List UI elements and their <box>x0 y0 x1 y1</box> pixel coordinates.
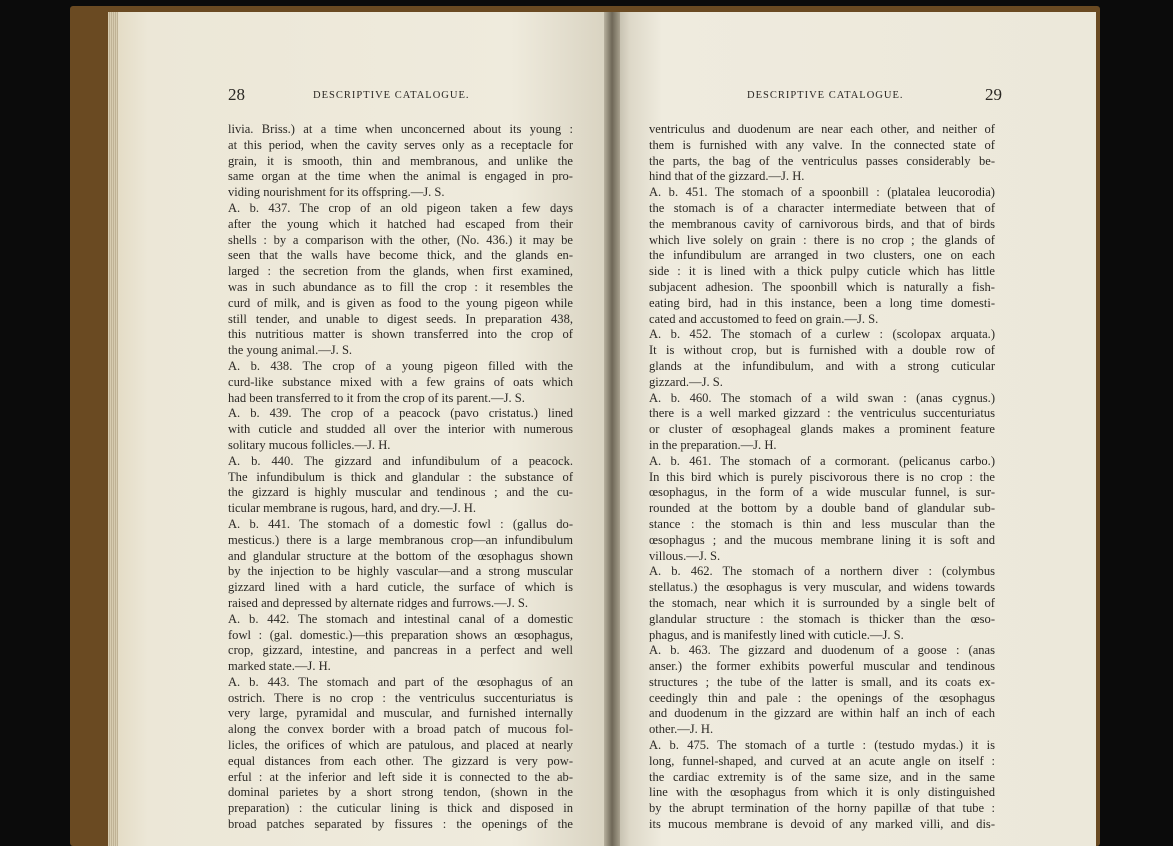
text-line: the membranous cavity of carnivorous birds, and that of birds <box>649 216 995 231</box>
text-line: A. b. 437. The crop of an old pigeon taken a few days <box>228 200 573 215</box>
text-line: there is a well marked gizzard : the ventriculus succenturiatus <box>649 406 995 421</box>
text-line: In this bird which is purely piscivorous there is no crop : the <box>649 469 995 484</box>
text-line: preparation) : the cuticular lining is thick and disposed in <box>228 801 573 816</box>
text-line: A. b. 475. The stomach of a turtle : (testudo mydas.) it is <box>649 738 995 753</box>
text-line: was in such abundance as to fill the crop : it resembles the <box>228 279 573 294</box>
text-line: the gizzard is highly muscular and tendinous ; and the cu- <box>228 485 573 500</box>
text-line: this nutritious matter is shown transferred into the crop of <box>228 327 573 342</box>
text-line: equal distances from each other. The gizzard is very pow- <box>228 753 573 768</box>
text-line: at this period, when the cavity serves only as a receptacle for <box>228 137 573 152</box>
text-line: A. b. 462. The stomach of a northern diver : (colymbus <box>649 564 995 579</box>
text-line: larged : the secretion from the glands, when first examined, <box>228 264 573 279</box>
text-line: the parts, the bag of the ventriculus passes considerably be- <box>649 153 995 168</box>
text-line: subjacent adhesion. The spoonbill which is naturally a fish- <box>649 279 995 294</box>
text-line: still tender, and unable to digest seeds. In preparation 438, <box>228 311 573 326</box>
text-line: its mucous membrane is devoid of any marked villi, and dis- <box>649 817 995 832</box>
text-line: marked state.—J. H. <box>228 659 331 674</box>
right-page <box>612 12 1096 846</box>
text-line: line with the œsophagus from which it is only distinguished <box>649 785 995 800</box>
text-line: and duodenum in the gizzard are within half an inch of each <box>649 706 995 721</box>
text-line: A. b. 439. The crop of a peacock (pavo cristatus.) lined <box>228 406 573 421</box>
left-page-body <box>228 122 573 833</box>
text-line: A. b. 451. The stomach of a spoonbill : (platalea leucorodia) <box>649 185 995 200</box>
text-line: by the abrupt termination of the horny papillæ of that tube : <box>649 801 995 816</box>
text-line: viding nourishment for its offspring.—J. S. <box>228 185 445 200</box>
text-line: shells : by a comparison with the other, (No. 436.) it may be <box>228 232 573 247</box>
left-running-head: DESCRIPTIVE CATALOGUE. <box>313 90 470 101</box>
text-line: œsophagus ; and the mucous membrane lining it is soft and <box>649 532 995 547</box>
text-line: glandular structure : the stomach is thicker than the œso- <box>649 611 995 626</box>
text-line: ticular membrane is rugous, hard, and dry.—J. H. <box>228 501 476 516</box>
text-line: curd of milk, and is given as food to the young pigeon while <box>228 295 573 310</box>
text-line: gizzard.—J. S. <box>649 374 723 389</box>
text-line: long, funnel-shaped, and curved at an acute angle on itself : <box>649 753 995 768</box>
text-line: ostrich. There is no crop : the ventriculus succenturiatus is <box>228 690 573 705</box>
text-line: which live solely on grain : there is no crop ; the glands of <box>649 232 995 247</box>
text-line: grain, it is smooth, thin and membranous, and unlike the <box>228 153 573 168</box>
text-line: A. b. 452. The stomach of a curlew : (scolopax arquata.) <box>649 327 995 342</box>
text-line: ceedingly thin and pale : the openings of the œsophagus <box>649 690 995 705</box>
text-line: gizzard lined with a hard cuticle, the surface of which is <box>228 580 573 595</box>
text-line: anser.) the former exhibits powerful muscular and tendinous <box>649 659 995 674</box>
text-line: rounded at the bottom by a double band of glandular sub- <box>649 501 995 516</box>
text-line: with cuticle and studded all over the interior with numerous <box>228 422 573 437</box>
text-line: the young animal.—J. S. <box>228 343 353 358</box>
left-page-number: 28 <box>228 85 245 104</box>
text-line: A. b. 463. The gizzard and duodenum of a goose : (anas <box>649 643 995 658</box>
text-line: stellatus.) the œsophagus is very muscular, and widens towards <box>649 580 995 595</box>
text-line: A. b. 440. The gizzard and infundibulum of a peacock. <box>228 453 573 468</box>
text-line: A. b. 438. The crop of a young pigeon filled with the <box>228 358 573 373</box>
text-line: side : it is lined with a thick pulpy cuticle which has little <box>649 264 995 279</box>
text-line: broad patches separated by fissures : the openings of the <box>228 817 573 832</box>
text-line: A. b. 441. The stomach of a domestic fowl : (gallus do- <box>228 516 573 531</box>
text-line: The infundibulum is thick and glandular : the substance of <box>228 469 573 484</box>
book-gutter <box>604 12 620 846</box>
text-line: hind that of the gizzard.—J. H. <box>649 169 805 184</box>
text-line: other.—J. H. <box>649 722 714 737</box>
text-line: A. b. 460. The stomach of a wild swan : (anas cygnus.) <box>649 390 995 405</box>
text-line: the stomach, near which it is surrounded by a single belt of <box>649 595 995 610</box>
text-line: It is without crop, but is furnished with a double row of <box>649 343 995 358</box>
text-line: them is furnished with any valve. In the connected state of <box>649 137 995 152</box>
text-line: along the convex border with a broad patch of mucous fol- <box>228 722 573 737</box>
text-line: A. b. 443. The stomach and part of the œsophagus of an <box>228 674 573 689</box>
text-line: livia. Briss.) at a time when unconcerned about its young : <box>228 122 573 136</box>
text-line: had been transferred to it from the crop of its parent.—J. S. <box>228 390 525 405</box>
left-page <box>118 12 610 846</box>
text-line: or cluster of œsophageal glands makes a prominent feature <box>649 422 995 437</box>
text-line: the infundibulum are arranged in two clusters, one on each <box>649 248 995 263</box>
text-line: structures ; the tube of the latter is small, and its coats ex- <box>649 674 995 689</box>
text-line: glands at the infundibulum, and with a strong cuticular <box>649 358 995 373</box>
text-line: raised and depressed by alternate ridges and furrows.—J. S. <box>228 595 528 610</box>
text-line: A. b. 461. The stomach of a cormorant. (pelicanus carbo.) <box>649 453 995 468</box>
text-line: erful : at the inferior and left side it is connected to the ab- <box>228 769 573 784</box>
text-line: mesticus.) there is a large membranous crop—an infundibulum <box>228 532 573 547</box>
text-line: fowl : (gal. domestic.)—this preparation shows an œsophagus, <box>228 627 573 642</box>
text-line: in the preparation.—J. H. <box>649 437 777 452</box>
right-page-body <box>649 122 995 833</box>
text-line: the cardiac extremity is of the same size, and in the same <box>649 769 995 784</box>
text-line: solitary mucous follicles.—J. H. <box>228 437 391 452</box>
text-line: same organ at the time when the animal is engaged in pro- <box>228 169 573 184</box>
text-line: and glandular structure at the bottom of the œsophagus shown <box>228 548 573 563</box>
text-line: licles, the orifices of which are patulous, and placed at nearly <box>228 738 573 753</box>
right-page-number: 29 <box>985 85 1002 104</box>
text-line: villous.—J. S. <box>649 548 721 563</box>
text-line: cated and accustomed to feed on grain.—J. S. <box>649 311 879 326</box>
text-line: A. b. 442. The stomach and intestinal canal of a domestic <box>228 611 573 626</box>
text-line: ventriculus and duodenum are near each other, and neither of <box>649 122 995 136</box>
text-line: œsophagus, in the form of a wide muscular funnel, is sur- <box>649 485 995 500</box>
text-line: dominal parietes by a short strong tendon, (shown in the <box>228 785 573 800</box>
right-running-head: DESCRIPTIVE CATALOGUE. <box>747 90 904 101</box>
text-line: crop, gizzard, intestine, and pancreas in a perfect and well <box>228 643 573 658</box>
text-line: stance : the stomach is thin and less muscular than the <box>649 516 995 531</box>
text-line: eating bird, had in this instance, been a long time domesti- <box>649 295 995 310</box>
text-line: after the young which it hatched had escaped from their <box>228 216 573 231</box>
text-line: by the injection to be highly vascular—and a strong muscular <box>228 564 573 579</box>
text-line: phagus, and is manifestly lined with cuticle.—J. S. <box>649 627 904 642</box>
text-line: the stomach is of a character intermediate between that of <box>649 200 995 215</box>
text-line: curd-like substance mixed with a few grains of oats which <box>228 374 573 389</box>
text-line: seen that the walls have become thick, and the glands en- <box>228 248 573 263</box>
text-line: very large, pyramidal and muscular, and furnished internally <box>228 706 573 721</box>
